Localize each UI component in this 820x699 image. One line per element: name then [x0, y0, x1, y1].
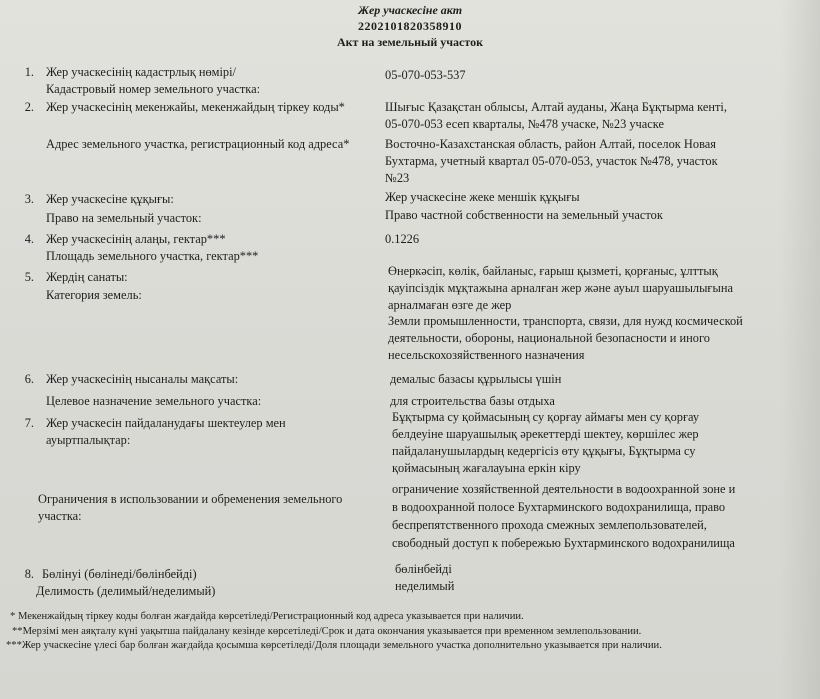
purpose-value-kz: демалыс базасы құрылысы үшін [390, 372, 562, 386]
area-label-ru: Площадь земельного участка, гектар*** [46, 249, 259, 263]
restrictions-label-ru: участка: [38, 509, 82, 523]
restrictions-label-kz: Жер учаскесін пайдаланудағы шектеулер мен [46, 416, 286, 430]
category-value-kz: Өнеркәсіп, көлік, байланыс, ғарыш қызметі, қорғаныс, ұлттық [388, 264, 718, 278]
restrictions-value-ru: беспрепятственного прохода смежных землепользователей, [392, 518, 707, 532]
category-value-ru: несельскохозяйственного назначения [388, 348, 585, 362]
item-number: 5. [24, 270, 34, 284]
address-value-ru: №23 [385, 171, 410, 185]
title-ru: Акт на земельный участок [336, 35, 484, 49]
address-value-kz: Шығыс Қазақстан облысы, Алтай ауданы, Жаңа Бұқтырма кенті, [385, 100, 727, 114]
category-label-ru: Категория земель: [46, 288, 142, 302]
right-value-ru: Право частной собственности на земельный участок [385, 208, 663, 222]
right-label-ru: Право на земельный участок: [46, 211, 202, 225]
footnote-2: **Мерзімі мен аяқталу күні уақытша пайдалану кезінде көрсетіледі/Срок и дата окончания указывается при временном землепользовании. [12, 626, 642, 637]
address-label-ru: Адрес земельного участка, регистрационный код адреса* [46, 137, 350, 151]
divisibility-label-ru: Делимость (делимый/неделимый) [36, 584, 216, 598]
category-value-ru: деятельности, обороны, национальной безопасности и иного [388, 331, 710, 345]
right-value-kz: Жер учаскесіне жеке меншік құқығы [385, 190, 580, 204]
item-number: 6. [24, 372, 34, 386]
address-label-kz: Жер учаскесінің мекенжайы, мекенжайдың тіркеу коды* [46, 100, 345, 114]
restrictions-value-ru: ограничение хозяйственной деятельности в водоохранной зоне и [392, 482, 736, 496]
item-number: 8. [24, 567, 34, 581]
divisibility-value-ru: неделимый [395, 579, 455, 593]
address-value-ru: Восточно-Казахстанская область, район Алтай, поселок Новая [385, 137, 716, 151]
cadastral-number-value: 05-070-053-537 [385, 68, 466, 82]
restrictions-value-ru: в водоохранной полосе Бухтарминского водохранилища, право [392, 500, 726, 514]
restrictions-value-ru: свободный доступ к побережью Бухтарминского водохранилища [392, 536, 735, 550]
address-value-ru: Бухтарма, учетный квартал 05-070-053, участок №478, участок [385, 154, 718, 168]
item-number: 3. [24, 192, 34, 206]
restrictions-value-kz: қоймасының жағалауына еркін кіру [392, 461, 581, 475]
category-value-kz: арналмаған өзге де жер [388, 298, 512, 312]
right-label-kz: Жер учаскесіне құқығы: [46, 192, 174, 206]
category-value-kz: қауіпсіздік мұқтажына арналған жер және ауыл шаруашылығына [388, 281, 733, 295]
address-value-kz: 05-070-053 есеп кварталы, №478 учаске, №23 учаске [385, 117, 665, 131]
restrictions-value-kz: Бұқтырма су қоймасының су қорғау аймағы мен су қорғау [392, 410, 700, 424]
divisibility-label-kz: Бөлінуі (бөлінеді/бөлінбейді) [42, 567, 197, 581]
page-edge-shadow [780, 0, 820, 699]
purpose-label-kz: Жер учаскесінің нысаналы мақсаты: [46, 372, 239, 386]
restrictions-value-kz: белдеуіне шаруашылық әрекеттерді шектеу, көршілес жер [392, 427, 699, 441]
category-value-ru: Земли промышленности, транспорта, связи, для нужд космической [388, 314, 743, 328]
purpose-label-ru: Целевое назначение земельного участка: [46, 394, 262, 408]
restrictions-label-ru: Ограничения в использовании и обременения земельного [38, 492, 343, 506]
area-label-kz: Жер учаскесінің алаңы, гектар*** [46, 232, 226, 246]
restrictions-label-kz: ауыртпалықтар: [46, 433, 131, 447]
divisibility-value-kz: бөлінбейді [395, 562, 452, 576]
footnote-1: * Мекенжайдың тіркеу коды болған жағдайда көрсетіледі/Регистрационный код адреса указывается при наличии. [10, 611, 524, 622]
item-number: 1. [24, 65, 34, 79]
item-number: 4. [24, 232, 34, 246]
item-number: 7. [24, 416, 34, 430]
restrictions-value-kz: пайдаланушылардың кедергісіз өту құқығы, Бұқтырма су [392, 444, 696, 458]
cadastral-label-ru: Кадастровый номер земельного участка: [46, 82, 261, 96]
category-label-kz: Жердің санаты: [46, 270, 128, 284]
footnote-3: ***Жер учаскесіне үлесі бар болған жағдайда қосымша көрсетіледі/Доля площади земельного участка дополнительно указывается при наличии. [6, 640, 662, 651]
document-number: 2202101820358910 [358, 19, 462, 33]
purpose-value-ru: для строительства базы отдыха [390, 394, 555, 408]
item-number: 2. [24, 100, 34, 114]
area-value: 0.1226 [385, 232, 420, 246]
cadastral-label-kz: Жер учаскесінің кадастрлық нөмірі/ [46, 65, 237, 79]
title-kz: Жер учаскесіне акт [357, 3, 463, 17]
